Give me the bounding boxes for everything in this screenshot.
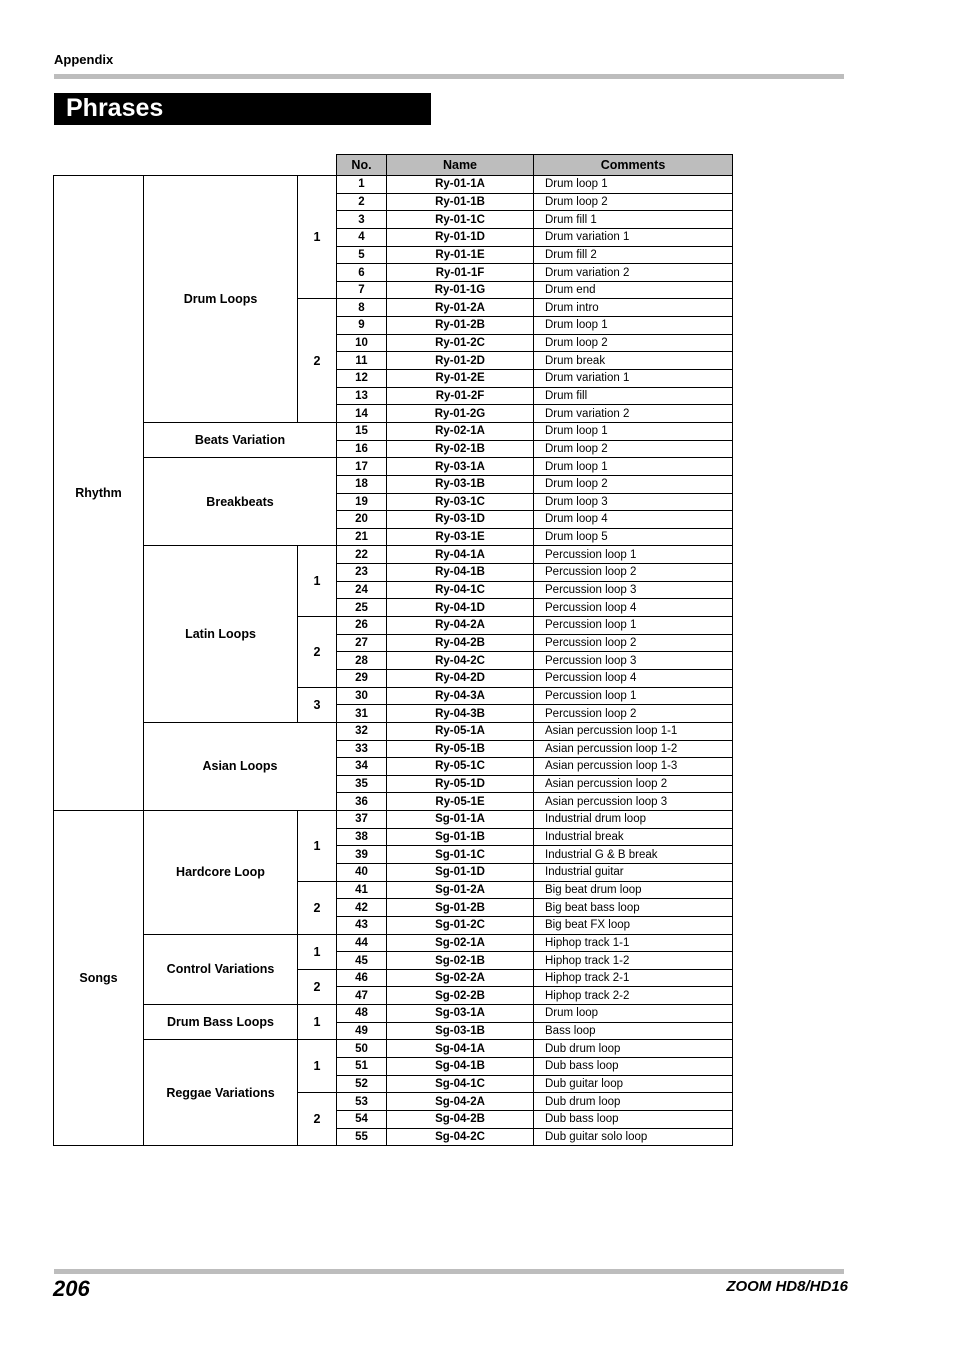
phrase-comment: Drum variation 2 [534, 264, 733, 282]
phrase-number: 37 [337, 811, 387, 829]
phrase-number: 16 [337, 440, 387, 458]
phrase-number: 42 [337, 899, 387, 917]
category-cell: Rhythm [54, 176, 144, 811]
phrase-name: Ry-05-1D [387, 775, 534, 793]
subcategory-cell: Asian Loops [144, 722, 337, 810]
group-cell: 3 [298, 687, 337, 722]
phrase-number: 40 [337, 863, 387, 881]
table-row [54, 934, 733, 952]
phrase-number: 32 [337, 722, 387, 740]
phrase-name: Ry-01-2A [387, 299, 534, 317]
phrase-number: 51 [337, 1058, 387, 1076]
phrase-number: 34 [337, 758, 387, 776]
phrase-comment: Drum loop 3 [534, 493, 733, 511]
phrase-comment: Percussion loop 1 [534, 546, 733, 564]
phrase-name: Ry-03-1E [387, 528, 534, 546]
subcategory-cell: Breakbeats [144, 458, 337, 546]
phrase-comment: Drum variation 1 [534, 370, 733, 388]
page-title: Phrases [54, 93, 431, 125]
phrase-name: Sg-02-2A [387, 969, 534, 987]
group-cell: 1 [298, 546, 337, 617]
phrase-comment: Percussion loop 4 [534, 599, 733, 617]
phrase-name: Ry-05-1A [387, 722, 534, 740]
phrase-comment: Drum break [534, 352, 733, 370]
phrase-name: Ry-01-1C [387, 211, 534, 229]
phrase-name: Ry-04-1A [387, 546, 534, 564]
phrase-number: 50 [337, 1040, 387, 1058]
phrase-name: Ry-01-1A [387, 176, 534, 194]
phrase-comment: Drum loop 2 [534, 475, 733, 493]
phrase-name: Ry-04-1B [387, 564, 534, 582]
phrase-name: Ry-01-2B [387, 317, 534, 335]
phrase-name: Sg-03-1B [387, 1022, 534, 1040]
phrase-comment: Drum loop 4 [534, 511, 733, 529]
phrase-number: 46 [337, 969, 387, 987]
phrase-comment: Drum intro [534, 299, 733, 317]
phrase-number: 8 [337, 299, 387, 317]
phrase-number: 31 [337, 705, 387, 723]
phrase-comment: Percussion loop 4 [534, 669, 733, 687]
group-cell: 2 [298, 617, 337, 688]
table-row [54, 546, 733, 564]
phrase-comment: Industrial G & B break [534, 846, 733, 864]
phrase-name: Ry-04-2A [387, 617, 534, 635]
table-row [54, 422, 733, 440]
table-row [54, 1005, 733, 1023]
phrase-name: Ry-01-2F [387, 387, 534, 405]
phrase-number: 4 [337, 228, 387, 246]
phrase-name: Ry-01-1B [387, 193, 534, 211]
phrase-comment: Drum loop 1 [534, 458, 733, 476]
column-header-name: Name [387, 155, 534, 176]
phrase-number: 30 [337, 687, 387, 705]
phrase-number: 13 [337, 387, 387, 405]
phrase-name: Ry-04-1C [387, 581, 534, 599]
phrase-comment: Hiphop track 2-2 [534, 987, 733, 1005]
table-body [54, 176, 733, 1146]
phrase-number: 49 [337, 1022, 387, 1040]
phrase-number: 39 [337, 846, 387, 864]
subcategory-cell: Reggae Variations [144, 1040, 298, 1146]
phrase-number: 44 [337, 934, 387, 952]
phrase-number: 55 [337, 1128, 387, 1146]
phrase-name: Ry-04-2B [387, 634, 534, 652]
phrase-name: Sg-01-1B [387, 828, 534, 846]
phrase-name: Ry-03-1B [387, 475, 534, 493]
phrase-number: 10 [337, 334, 387, 352]
column-header-comments: Comments [534, 155, 733, 176]
phrase-comment: Drum fill 1 [534, 211, 733, 229]
phrase-comment: Asian percussion loop 1-2 [534, 740, 733, 758]
phrase-number: 24 [337, 581, 387, 599]
phrase-name: Sg-03-1A [387, 1005, 534, 1023]
phrase-comment: Drum fill [534, 387, 733, 405]
phrase-comment: Drum loop 2 [534, 334, 733, 352]
phrase-comment: Dub bass loop [534, 1110, 733, 1128]
phrase-comment: Drum variation 2 [534, 405, 733, 423]
phrase-number: 33 [337, 740, 387, 758]
group-cell: 1 [298, 1040, 337, 1093]
phrase-comment: Dub guitar loop [534, 1075, 733, 1093]
table-row [54, 811, 733, 829]
phrase-comment: Drum loop 1 [534, 176, 733, 194]
phrase-name: Ry-04-3A [387, 687, 534, 705]
phrase-name: Sg-02-1A [387, 934, 534, 952]
phrase-number: 45 [337, 952, 387, 970]
subcategory-cell: Drum Loops [144, 176, 298, 423]
section-label: Appendix [54, 52, 114, 67]
phrase-number: 21 [337, 528, 387, 546]
phrase-name: Ry-01-1G [387, 281, 534, 299]
phrase-number: 1 [337, 176, 387, 194]
phrase-comment: Hiphop track 1-1 [534, 934, 733, 952]
phrase-number: 41 [337, 881, 387, 899]
phrase-number: 27 [337, 634, 387, 652]
phrase-number: 25 [337, 599, 387, 617]
phrase-number: 18 [337, 475, 387, 493]
phrase-name: Sg-04-2B [387, 1110, 534, 1128]
phrase-number: 47 [337, 987, 387, 1005]
phrase-number: 23 [337, 564, 387, 582]
phrase-name: Sg-04-1C [387, 1075, 534, 1093]
phrase-comment: Big beat drum loop [534, 881, 733, 899]
table-row [54, 1040, 733, 1058]
phrase-name: Sg-01-1D [387, 863, 534, 881]
phrase-comment: Dub bass loop [534, 1058, 733, 1076]
top-rule [54, 74, 844, 79]
phrase-number: 26 [337, 617, 387, 635]
phrase-comment: Asian percussion loop 1-1 [534, 722, 733, 740]
phrase-number: 12 [337, 370, 387, 388]
phrase-number: 36 [337, 793, 387, 811]
group-cell: 2 [298, 881, 337, 934]
phrase-number: 7 [337, 281, 387, 299]
phrase-name: Ry-01-1F [387, 264, 534, 282]
phrase-comment: Industrial guitar [534, 863, 733, 881]
phrase-name: Sg-01-1A [387, 811, 534, 829]
phrase-comment: Bass loop [534, 1022, 733, 1040]
phrase-number: 19 [337, 493, 387, 511]
table-row [54, 458, 733, 476]
phrase-name: Ry-04-3B [387, 705, 534, 723]
phrase-name: Ry-03-1D [387, 511, 534, 529]
subcategory-cell: Drum Bass Loops [144, 1005, 298, 1040]
phrase-name: Ry-01-1D [387, 228, 534, 246]
phrase-name: Ry-02-1A [387, 422, 534, 440]
bottom-rule [54, 1269, 844, 1274]
phrase-name: Ry-01-2D [387, 352, 534, 370]
phrase-number: 43 [337, 916, 387, 934]
phrase-comment: Percussion loop 3 [534, 581, 733, 599]
phrase-comment: Percussion loop 2 [534, 634, 733, 652]
phrase-name: Ry-05-1C [387, 758, 534, 776]
phrase-comment: Percussion loop 3 [534, 652, 733, 670]
phrase-comment: Drum loop 1 [534, 317, 733, 335]
phrase-number: 17 [337, 458, 387, 476]
subcategory-cell: Latin Loops [144, 546, 298, 722]
phrase-comment: Asian percussion loop 1-3 [534, 758, 733, 776]
phrase-name: Ry-03-1A [387, 458, 534, 476]
phrase-number: 28 [337, 652, 387, 670]
phrase-comment: Drum loop 2 [534, 193, 733, 211]
phrase-name: Ry-04-2D [387, 669, 534, 687]
phrase-comment: Big beat FX loop [534, 916, 733, 934]
phrase-comment: Dub drum loop [534, 1093, 733, 1111]
phrase-comment: Percussion loop 1 [534, 687, 733, 705]
phrase-number: 6 [337, 264, 387, 282]
phrase-number: 2 [337, 193, 387, 211]
phrase-comment: Percussion loop 1 [534, 617, 733, 635]
product-name: ZOOM HD8/HD16 [726, 1278, 848, 1295]
phrase-number: 9 [337, 317, 387, 335]
phrase-name: Sg-04-2C [387, 1128, 534, 1146]
group-cell: 1 [298, 176, 337, 299]
phrase-name: Sg-01-2B [387, 899, 534, 917]
phrase-number: 48 [337, 1005, 387, 1023]
phrase-name: Sg-01-1C [387, 846, 534, 864]
phrase-name: Sg-04-1B [387, 1058, 534, 1076]
category-cell: Songs [54, 811, 144, 1146]
subcategory-cell: Control Variations [144, 934, 298, 1005]
phrase-comment: Dub drum loop [534, 1040, 733, 1058]
table-row [54, 176, 733, 194]
phrase-number: 52 [337, 1075, 387, 1093]
phrase-comment: Percussion loop 2 [534, 705, 733, 723]
group-cell: 1 [298, 934, 337, 969]
phrase-name: Ry-01-1E [387, 246, 534, 264]
phrase-comment: Industrial break [534, 828, 733, 846]
phrase-name: Ry-04-1D [387, 599, 534, 617]
group-cell: 1 [298, 1005, 337, 1040]
phrase-name: Sg-02-1B [387, 952, 534, 970]
phrase-name: Ry-05-1E [387, 793, 534, 811]
subcategory-cell: Beats Variation [144, 422, 337, 457]
page-number: 206 [53, 1276, 90, 1301]
group-cell: 2 [298, 969, 337, 1004]
phrase-name: Ry-03-1C [387, 493, 534, 511]
phrase-number: 54 [337, 1110, 387, 1128]
group-cell: 1 [298, 811, 337, 882]
phrase-comment: Percussion loop 2 [534, 564, 733, 582]
group-cell: 2 [298, 299, 337, 422]
phrase-number: 22 [337, 546, 387, 564]
phrase-name: Sg-04-1A [387, 1040, 534, 1058]
phrase-comment: Asian percussion loop 3 [534, 793, 733, 811]
phrase-number: 3 [337, 211, 387, 229]
phrase-comment: Hiphop track 2-1 [534, 969, 733, 987]
phrase-comment: Drum loop 1 [534, 422, 733, 440]
phrase-comment: Drum loop [534, 1005, 733, 1023]
group-cell: 2 [298, 1093, 337, 1146]
phrase-number: 53 [337, 1093, 387, 1111]
phrases-table [53, 154, 733, 1146]
phrase-name: Ry-01-2E [387, 370, 534, 388]
phrase-number: 11 [337, 352, 387, 370]
phrase-comment: Big beat bass loop [534, 899, 733, 917]
phrase-name: Ry-01-2G [387, 405, 534, 423]
column-header-no: No. [337, 155, 387, 176]
phrase-name: Sg-01-2C [387, 916, 534, 934]
phrase-name: Ry-05-1B [387, 740, 534, 758]
phrase-comment: Asian percussion loop 2 [534, 775, 733, 793]
phrase-name: Ry-02-1B [387, 440, 534, 458]
phrase-number: 29 [337, 669, 387, 687]
phrase-number: 14 [337, 405, 387, 423]
phrase-comment: Drum fill 2 [534, 246, 733, 264]
phrase-number: 5 [337, 246, 387, 264]
phrase-number: 35 [337, 775, 387, 793]
phrase-name: Ry-01-2C [387, 334, 534, 352]
phrase-number: 38 [337, 828, 387, 846]
phrase-comment: Hiphop track 1-2 [534, 952, 733, 970]
phrase-name: Sg-04-2A [387, 1093, 534, 1111]
subcategory-cell: Hardcore Loop [144, 811, 298, 934]
phrase-comment: Drum loop 2 [534, 440, 733, 458]
phrase-name: Ry-04-2C [387, 652, 534, 670]
phrase-comment: Drum variation 1 [534, 228, 733, 246]
table-row [54, 722, 733, 740]
phrase-name: Sg-02-2B [387, 987, 534, 1005]
phrase-number: 15 [337, 422, 387, 440]
phrase-number: 20 [337, 511, 387, 529]
phrase-comment: Drum loop 5 [534, 528, 733, 546]
table-header-row [54, 155, 733, 176]
phrase-comment: Dub guitar solo loop [534, 1128, 733, 1146]
phrase-comment: Drum end [534, 281, 733, 299]
phrase-comment: Industrial drum loop [534, 811, 733, 829]
phrase-name: Sg-01-2A [387, 881, 534, 899]
